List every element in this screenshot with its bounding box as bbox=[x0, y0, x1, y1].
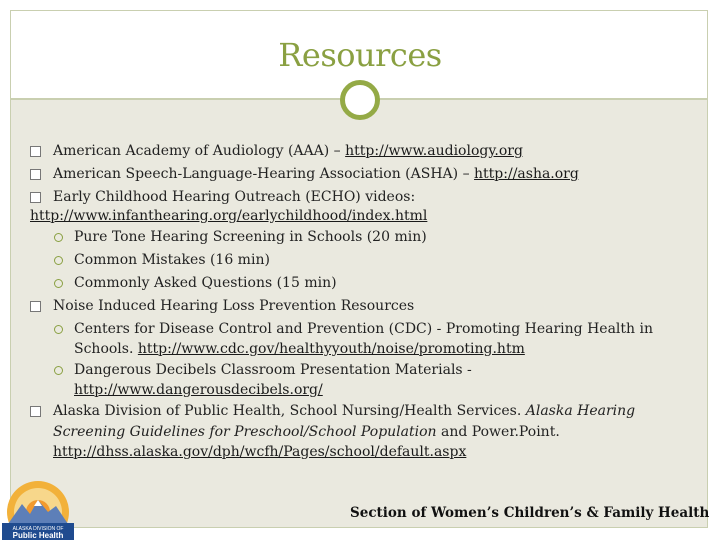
ring-ornament-icon bbox=[340, 80, 380, 120]
logo-line2: Public Health bbox=[12, 531, 64, 540]
asha-link[interactable]: http://asha.org bbox=[474, 166, 579, 182]
echo-link-line bbox=[7, 206, 690, 226]
aaa-link[interactable]: http://www.audiology.org bbox=[345, 143, 523, 159]
list-subitem: Common Mistakes (16 min) bbox=[30, 249, 690, 272]
resource-list bbox=[30, 140, 690, 462]
square-bullet-icon bbox=[30, 301, 41, 312]
alaska-line-2: Screening Guidelines for Preschool/School Population and Power.Point. bbox=[53, 424, 560, 440]
dd-link[interactable]: http://www.dangerousdecibels.org/ bbox=[74, 382, 323, 398]
echo-link[interactable]: http://www.infanthearing.org/earlychildhood/index.html bbox=[30, 208, 428, 224]
list-item-noise: Noise Induced Hearing Loss Prevention Resources bbox=[30, 295, 690, 318]
alaska-link[interactable]: http://dhss.alaska.gov/dph/wcfh/Pages/school/default.aspx bbox=[53, 444, 467, 460]
square-bullet-icon bbox=[30, 169, 41, 180]
square-bullet-icon bbox=[30, 406, 41, 417]
list-item-alaska: Alaska Division of Public Health, School Nursing/Health Services. Alaska Hearing bbox=[30, 400, 690, 423]
alaska-link-line bbox=[30, 442, 690, 462]
public-health-logo bbox=[0, 478, 76, 540]
circle-bullet-icon bbox=[54, 233, 63, 242]
list-subitem: Pure Tone Hearing Screening in Schools (20 min) bbox=[30, 226, 690, 249]
square-bullet-icon bbox=[30, 146, 41, 157]
list-subitem-dd: Dangerous Decibels Classroom Presentation Materials - bbox=[30, 359, 690, 382]
footer-text: Section of Women’s Children’s & Family Health bbox=[350, 505, 710, 521]
circle-bullet-icon bbox=[54, 325, 63, 334]
logo-line1: ALASKA DIVISION OF bbox=[12, 526, 64, 532]
list-subitem: Commonly Asked Questions (15 min) bbox=[30, 272, 690, 295]
page-title: Resources bbox=[278, 36, 442, 74]
dd-link-line bbox=[30, 380, 690, 400]
list-item-asha: American Speech-Language-Hearing Association (ASHA) – http://asha.org bbox=[30, 163, 690, 186]
circle-bullet-icon bbox=[54, 279, 63, 288]
list-item-aaa: American Academy of Audiology (AAA) – http://www.audiology.org bbox=[30, 140, 690, 163]
list-item-echo: Early Childhood Hearing Outreach (ECHO) videos: bbox=[30, 186, 690, 209]
cdc-link-line: Schools. http://www.cdc.gov/healthyyouth/noise/promoting.htm bbox=[74, 341, 525, 357]
circle-bullet-icon bbox=[54, 366, 63, 375]
list-subitem-cdc: Centers for Disease Control and Prevention (CDC) - Promoting Hearing Health in bbox=[30, 318, 690, 341]
square-bullet-icon bbox=[30, 192, 41, 203]
circle-bullet-icon bbox=[54, 256, 63, 265]
cdc-link[interactable]: http://www.cdc.gov/healthyyouth/noise/promoting.htm bbox=[137, 341, 525, 357]
